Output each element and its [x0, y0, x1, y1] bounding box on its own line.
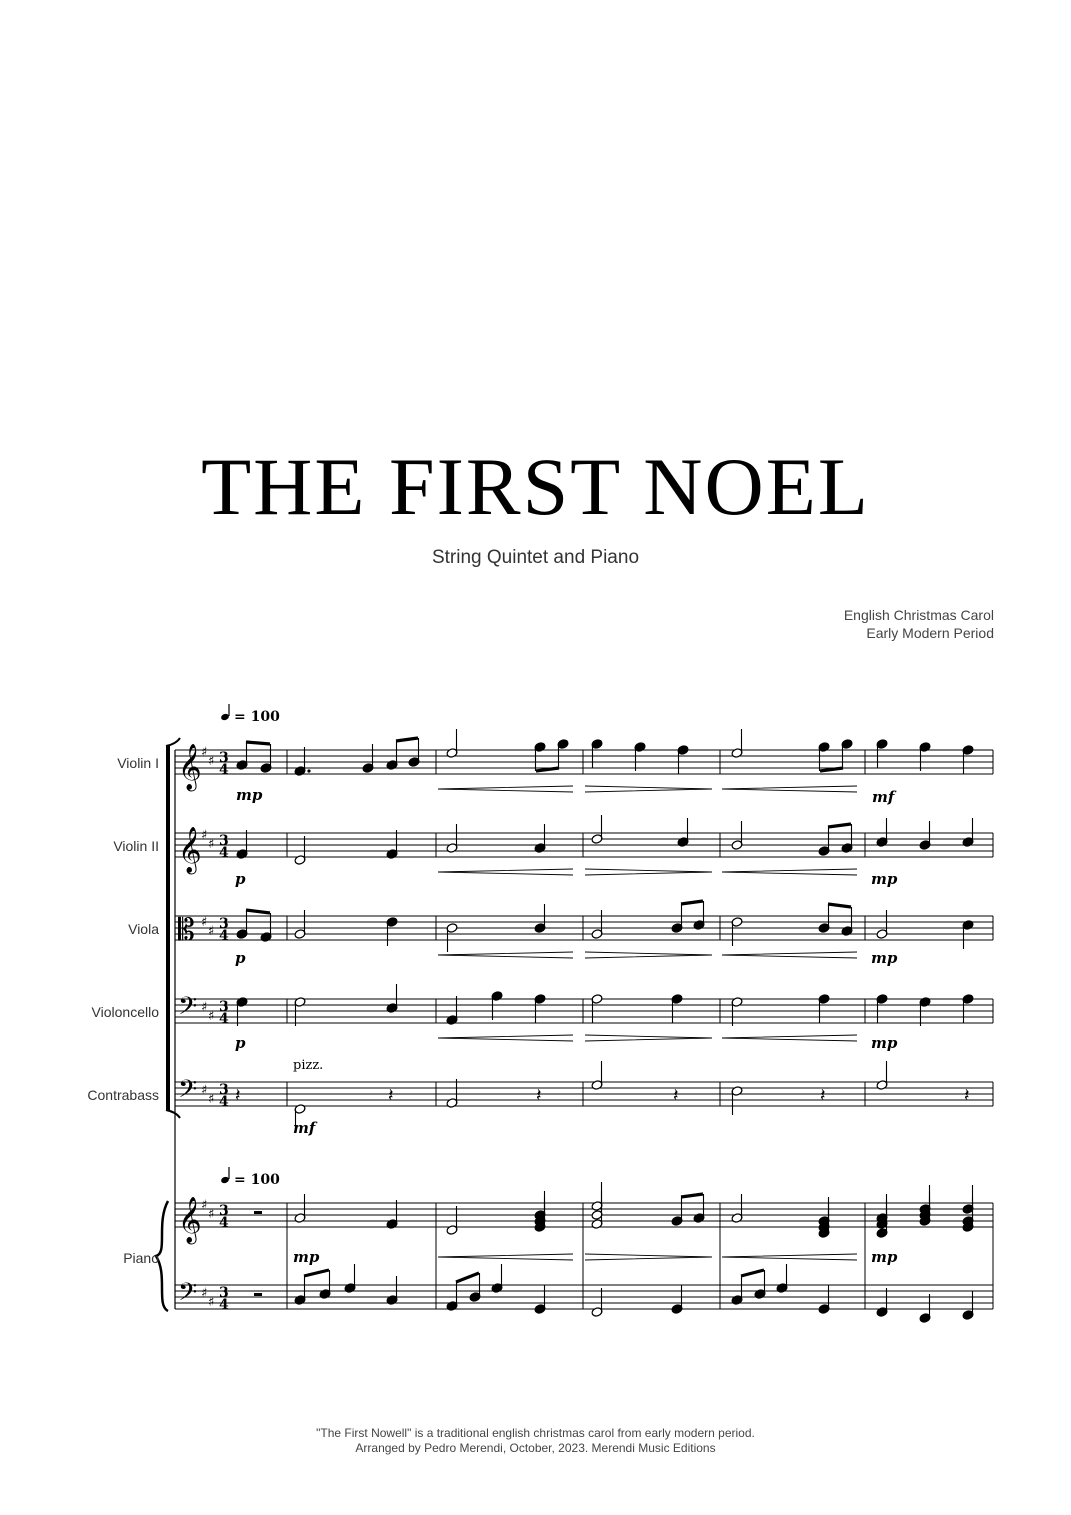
dot: [307, 769, 310, 772]
time-sig-denominator: 4: [219, 928, 229, 944]
dynamic-cello-p: p: [235, 1034, 246, 1052]
crescendo-hairpin: [438, 786, 573, 792]
quarter-rest: 𝄽: [536, 1085, 542, 1106]
dynamic-violin1-mf: mf: [872, 788, 895, 806]
beam: [456, 1273, 479, 1282]
treble-clef: 𝄞: [178, 827, 202, 873]
instrument-label-violin1: Violin I: [117, 755, 159, 771]
string-bracket: [166, 746, 170, 1110]
dynamic-contrabass-mf: mf: [293, 1119, 316, 1137]
instrument-label-viola: Viola: [128, 921, 159, 937]
beam: [828, 904, 851, 907]
sharp: ♯: [208, 1092, 215, 1107]
dynamic-piano-mp-2: mp: [871, 1248, 898, 1266]
time-sig-denominator: 4: [219, 1011, 229, 1027]
sharp: ♯: [201, 1198, 208, 1213]
time-sig-denominator: 4: [219, 1215, 229, 1231]
sharp: ♯: [201, 1286, 208, 1301]
beam: [246, 910, 270, 913]
bass-clef: 𝄢: [178, 1278, 198, 1313]
crescendo-hairpin: [722, 869, 857, 875]
quarter-rest: 𝄽: [673, 1085, 679, 1106]
sharp: ♯: [201, 828, 208, 843]
notation-marks: [235, 729, 974, 1323]
quarter-rest: 𝄽: [964, 1085, 970, 1106]
alto-clef: 𝄡: [178, 913, 195, 948]
crescendo-hairpin: [722, 786, 857, 792]
dynamic-violin2-p: p: [235, 870, 246, 888]
dynamic-piano-mp: mp: [293, 1248, 320, 1266]
sharp: ♯: [208, 1295, 215, 1310]
dynamic-cello-mp: mp: [871, 1034, 898, 1052]
whole-rest: [254, 1211, 262, 1214]
time-sig-numerator: 3: [219, 1285, 229, 1301]
time-sig-numerator: 3: [219, 1082, 229, 1098]
decrescendo-hairpin: [585, 1254, 712, 1260]
footer-notes: [0, 1426, 1071, 1456]
tempo-text: = 100: [234, 709, 280, 725]
crescendo-hairpin: [722, 1254, 857, 1260]
quarter-rest: 𝄽: [388, 1085, 394, 1106]
composer-line: Early Modern Period: [866, 625, 994, 641]
dynamic-viola-mp: mp: [871, 949, 898, 967]
bass-clef: 𝄢: [178, 992, 198, 1027]
beam: [304, 1270, 329, 1276]
whole-rest: [254, 1293, 262, 1296]
footer-line: "The First Nowell" is a traditional english christmas carol from early modern period.: [316, 1426, 755, 1440]
tempo-marking-piano: [220, 1167, 280, 1188]
tempo-marking: [220, 704, 280, 725]
crescendo-hairpin: [438, 952, 573, 958]
dynamic-violin1-mp: mp: [236, 786, 263, 804]
footer-line: Arranged by Pedro Merendi, October, 2023. Merendi Music Editions: [355, 1441, 716, 1455]
beam: [828, 824, 851, 827]
pizzicato-marking: pizz.: [293, 1058, 324, 1073]
beam: [246, 742, 270, 744]
beam: [396, 738, 418, 741]
time-sig-numerator: 3: [219, 1203, 229, 1219]
beam: [681, 1194, 703, 1197]
sharp: ♯: [208, 1009, 215, 1024]
beam: [681, 901, 703, 904]
time-sig-numerator: 3: [219, 999, 229, 1015]
time-sig-numerator: 3: [219, 833, 229, 849]
instrument-label-piano: Piano: [123, 1250, 159, 1266]
crescendo-hairpin: [438, 869, 573, 875]
quarter-rest: 𝄽: [820, 1085, 826, 1106]
bracket-hook-bottom: [166, 1110, 180, 1118]
crescendo-hairpin: [722, 1035, 857, 1041]
sharp: ♯: [201, 745, 208, 760]
treble-clef: 𝄞: [178, 744, 202, 790]
treble-clef: 𝄞: [178, 1197, 202, 1243]
sharp: ♯: [201, 915, 208, 930]
instrument-label-contrabass: Contrabass: [87, 1087, 159, 1103]
decrescendo-hairpin: [585, 786, 712, 792]
instrument-label-violin2: Violin II: [113, 838, 159, 854]
bass-clef: 𝄢: [178, 1075, 198, 1110]
decrescendo-hairpin: [585, 952, 712, 958]
sharp: ♯: [201, 1083, 208, 1098]
crescendo-hairpin: [722, 952, 857, 958]
decrescendo-hairpin: [585, 869, 712, 875]
sharp: ♯: [208, 1207, 215, 1222]
time-sig-numerator: 3: [219, 750, 229, 766]
time-sig-denominator: 4: [219, 1094, 229, 1110]
sharp: ♯: [208, 924, 215, 939]
dynamic-violin2-mp: mp: [871, 870, 898, 888]
composer-line: English Christmas Carol: [843, 607, 994, 623]
crescendo-hairpin: [438, 1035, 573, 1041]
staves: [156, 738, 993, 1313]
score-title: THE FIRST NOEL: [201, 441, 870, 532]
dynamic-viola-p: p: [235, 949, 246, 967]
decrescendo-hairpin: [585, 1035, 712, 1041]
time-sig-denominator: 4: [219, 762, 229, 778]
sharp: ♯: [201, 1000, 208, 1015]
tempo-text-piano: = 100: [234, 1172, 280, 1188]
sharp: ♯: [208, 754, 215, 769]
sharp: ♯: [208, 837, 215, 852]
score-subtitle: String Quintet and Piano: [431, 547, 640, 568]
time-sig-denominator: 4: [219, 845, 229, 861]
beam: [741, 1270, 764, 1276]
quarter-rest: 𝄽: [235, 1085, 241, 1106]
instrument-label-cello: Violoncello: [91, 1004, 159, 1020]
time-sig-denominator: 4: [219, 1297, 229, 1313]
time-sig-numerator: 3: [219, 916, 229, 932]
crescendo-hairpin: [438, 1254, 573, 1260]
